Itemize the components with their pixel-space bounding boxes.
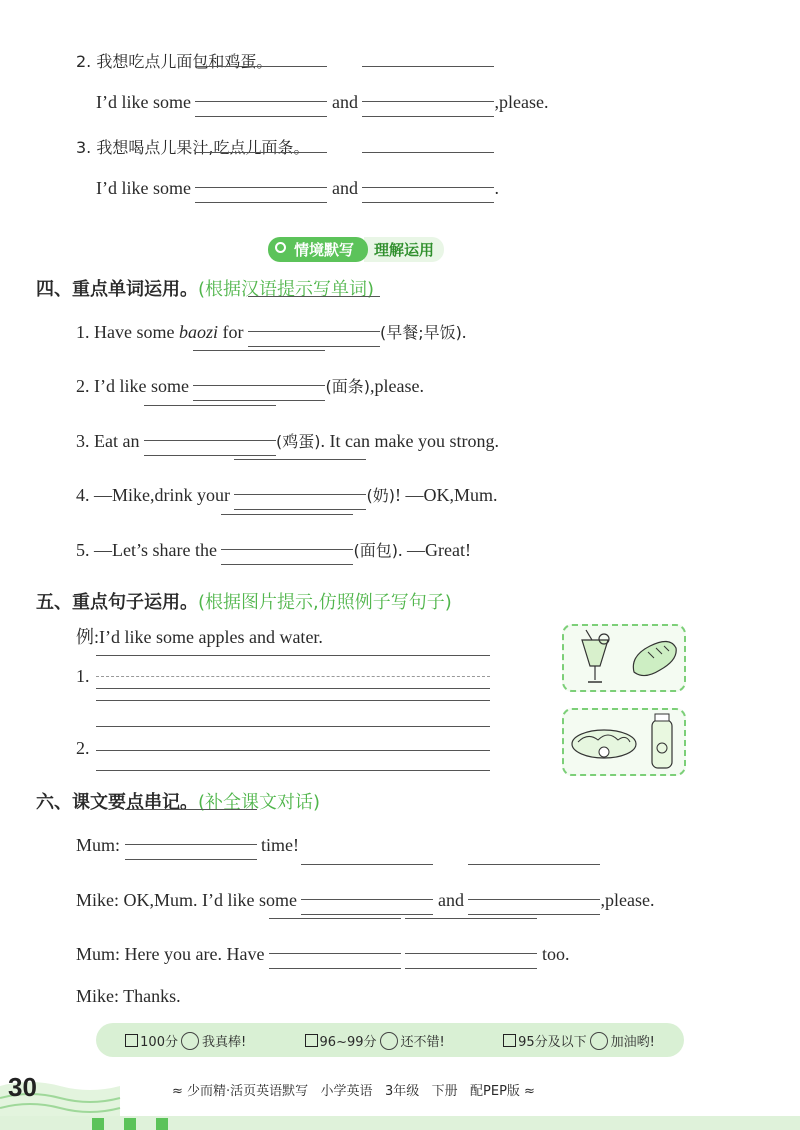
s6-l2-post: ,please. [600, 890, 655, 910]
s5-example: 例:I’d like some apples and water. [76, 627, 323, 647]
checkbox[interactable] [503, 1034, 516, 1047]
writing-line [96, 726, 490, 727]
s4-q2 [76, 374, 424, 397]
page-footer [0, 1072, 800, 1130]
writing-line [96, 655, 490, 656]
s4-q4 [76, 483, 497, 506]
section6-title: 六、课文要点串记。 [36, 792, 198, 813]
s6-l1 [76, 833, 299, 856]
noodles-milk-icon [564, 710, 684, 774]
s4-q2-hint: (面条) [325, 377, 370, 396]
s4-q1-post: for [218, 322, 244, 342]
section4-heading [36, 275, 374, 301]
blank-field[interactable] [301, 888, 433, 910]
section4-title: 四、重点单词运用。 [36, 279, 198, 300]
blank-field[interactable] [193, 374, 325, 396]
item2-lead: I’d like some [96, 92, 191, 112]
section5-hint: (根据图片提示,仿照例子写句子) [198, 592, 452, 613]
score-bar [96, 1023, 684, 1057]
item2-joiner: and [331, 92, 358, 112]
s6-l3 [76, 942, 569, 965]
s6-l1-post: time! [261, 835, 300, 855]
s6-l3-post: too. [541, 944, 570, 964]
s4-q5-pre: 5. —Let’s share the [76, 540, 217, 560]
s4-q3-end: . It can make you strong. [320, 431, 499, 451]
section-banner [268, 236, 444, 262]
blank-field[interactable] [248, 320, 380, 342]
score-option-b[interactable] [305, 1031, 445, 1050]
page-number: 30 [8, 1072, 37, 1102]
score-a-msg: 我真棒! [201, 1034, 247, 1050]
s4-q1-italic: baozi [178, 322, 218, 342]
writing-line [96, 770, 490, 771]
item3-sentence [96, 176, 499, 199]
s4-q2-end: ,please. [369, 376, 424, 396]
item3-lead: I’d like some [96, 178, 191, 198]
smiley-icon [181, 1032, 199, 1050]
blank-field[interactable] [405, 942, 537, 964]
s4-q5-hint: (面包) [353, 541, 398, 560]
s4-q3 [76, 429, 499, 452]
blank-field[interactable] [362, 176, 494, 198]
item2-prompt: 2. 我想吃点儿面包和鸡蛋。 [76, 52, 273, 71]
s4-q4-pre: 4. —Mike,drink your [76, 485, 230, 505]
item2-sentence [96, 90, 548, 113]
s6-l4: Mike: Thanks. [76, 986, 181, 1006]
score-b-msg: 还不错! [400, 1034, 445, 1050]
footer-text: ≈ 少而精·活页英语默写 小学英语 3年级 下册 配PEP版 ≈ [172, 1084, 535, 1099]
s6-l1-pre: Mum: [76, 835, 121, 855]
section4-hint: (根据汉语提示写单词) [198, 279, 375, 300]
blank-field[interactable] [468, 888, 600, 910]
s4-q3-hint: (鸡蛋) [275, 432, 321, 451]
s4-q2-pre: 2. I’d like some [76, 376, 189, 396]
section5-title: 五、重点句子运用。 [36, 592, 198, 613]
score-c-label: 95分及以下 [518, 1034, 587, 1050]
score-b-label: 96~99分 [319, 1034, 377, 1050]
s4-q5 [76, 538, 471, 561]
s6-l2 [76, 888, 654, 911]
item3-joiner: and [331, 178, 358, 198]
blank-field[interactable] [195, 176, 327, 198]
item2-tail: ,please. [494, 92, 549, 112]
s6-l3-pre: Mum: Here you are. Have [76, 944, 265, 964]
s6-l2-pre: Mike: OK,Mum. I’d like some [76, 890, 297, 910]
section6-hint: (补全课文对话) [198, 792, 321, 813]
writing-line [96, 676, 490, 677]
checkbox[interactable] [125, 1034, 138, 1047]
s4-q1 [76, 320, 466, 343]
score-a-label: 100分 [140, 1034, 178, 1050]
score-c-msg: 加油哟! [610, 1034, 655, 1050]
blank-field[interactable] [269, 942, 401, 964]
blank-field[interactable] [362, 90, 494, 112]
picture-noodles-milk [562, 708, 686, 776]
checkbox[interactable] [305, 1034, 318, 1047]
s4-q4-end: ! —OK,Mum. [394, 485, 498, 505]
juice-bread-icon [564, 626, 684, 690]
section5-heading [36, 588, 452, 614]
smiley-icon [590, 1032, 608, 1050]
clock-icon [275, 242, 286, 253]
item3-tail: . [494, 178, 499, 198]
blank-field[interactable] [195, 90, 327, 112]
s5-n1: 1. [76, 666, 90, 686]
blank-field[interactable] [125, 833, 257, 855]
score-option-a[interactable] [125, 1031, 246, 1050]
s4-q4-hint: (奶) [366, 486, 395, 505]
score-option-c[interactable] [503, 1031, 655, 1050]
smiley-icon [380, 1032, 398, 1050]
s4-q1-end: . [461, 322, 467, 342]
s4-q5-end: . —Great! [397, 540, 471, 560]
banner-left [268, 237, 368, 262]
blank-field[interactable] [221, 538, 353, 560]
item3-prompt: 3. 我想喝点儿果汁,吃点儿面条。 [76, 138, 310, 157]
s4-q1-pre: 1. Have some [76, 322, 179, 342]
s4-q3-pre: 3. Eat an [76, 431, 140, 451]
s5-n2: 2. [76, 738, 90, 758]
writing-line[interactable] [96, 688, 490, 689]
picture-juice-bread [562, 624, 686, 692]
blank-field[interactable] [234, 483, 366, 505]
banner-right: 理解运用 [364, 237, 444, 262]
writing-line[interactable] [96, 750, 490, 751]
s4-q1-hint: (早餐;早饭) [380, 323, 462, 342]
blank-field[interactable] [144, 429, 276, 451]
writing-line [96, 700, 490, 701]
section6-heading [36, 788, 320, 814]
banner-left-text: 情境默写 [294, 240, 355, 259]
s6-l2-mid: and [437, 890, 464, 910]
